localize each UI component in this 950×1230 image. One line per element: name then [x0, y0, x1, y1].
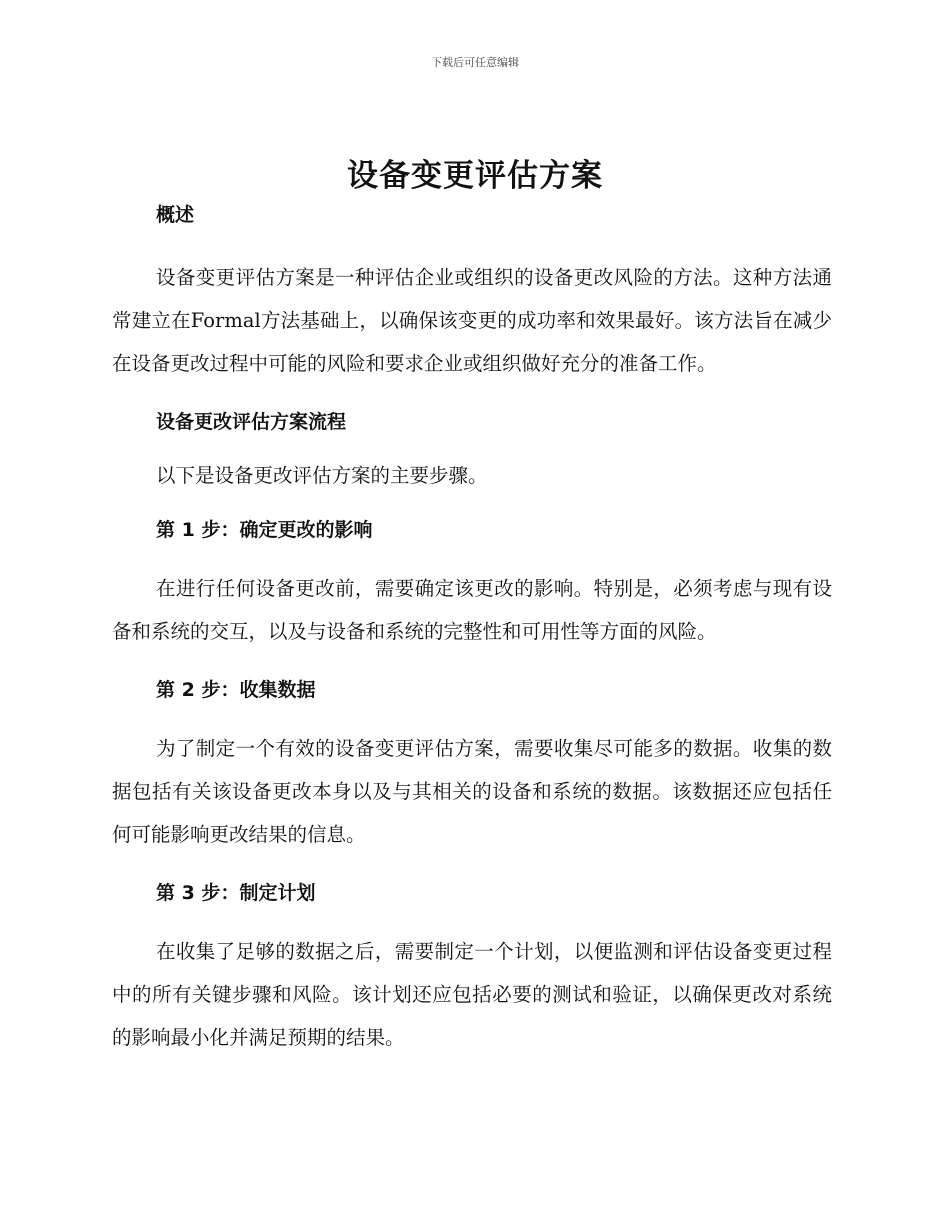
section-heading-step-3: 第 3 步：制定计划	[156, 882, 316, 904]
document-body	[112, 200, 832, 1059]
section-body-step-3: 在收集了足够的数据之后，需要制定一个计划，以便监测和评估设备变更过程中的所有关键步骤和风险。该计划还应包括必要的测试和验证，以确保更改对系统的影响最小化并满足预期的结果。	[112, 940, 832, 1049]
section-heading-process: 设备更改评估方案流程	[156, 411, 347, 433]
section-body-overview: 设备变更评估方案是一种评估企业或组织的设备更改风险的方法。这种方法通常建立在Formal方法基础上，以确保该变更的成功率和效果最好。该方法旨在减少在设备更改过程中可能的风险和要求企业或组织做好充分的准备工作。	[112, 266, 832, 375]
document-title: 设备变更评估方案	[347, 158, 603, 194]
section-body-step-2: 为了制定一个有效的设备变更评估方案，需要收集尽可能多的数据。收集的数据包括有关该设备更改本身以及与其相关的设备和系统的数据。该数据还应包括任何可能影响更改结果的信息。	[112, 737, 832, 846]
section-body-step-1: 在进行任何设备更改前，需要确定该更改的影响。特别是，必须考虑与现有设备和系统的交互，以及与设备和系统的完整性和可用性等方面的风险。	[112, 577, 832, 643]
section-heading-step-2: 第 2 步：收集数据	[156, 679, 316, 701]
page-header-note: 下载后可任意编辑	[431, 56, 519, 69]
section-heading-overview: 概述	[156, 204, 195, 226]
section-body-process: 以下是设备更改评估方案的主要步骤。	[156, 464, 488, 487]
section-heading-step-1: 第 1 步：确定更改的影响	[156, 519, 373, 541]
